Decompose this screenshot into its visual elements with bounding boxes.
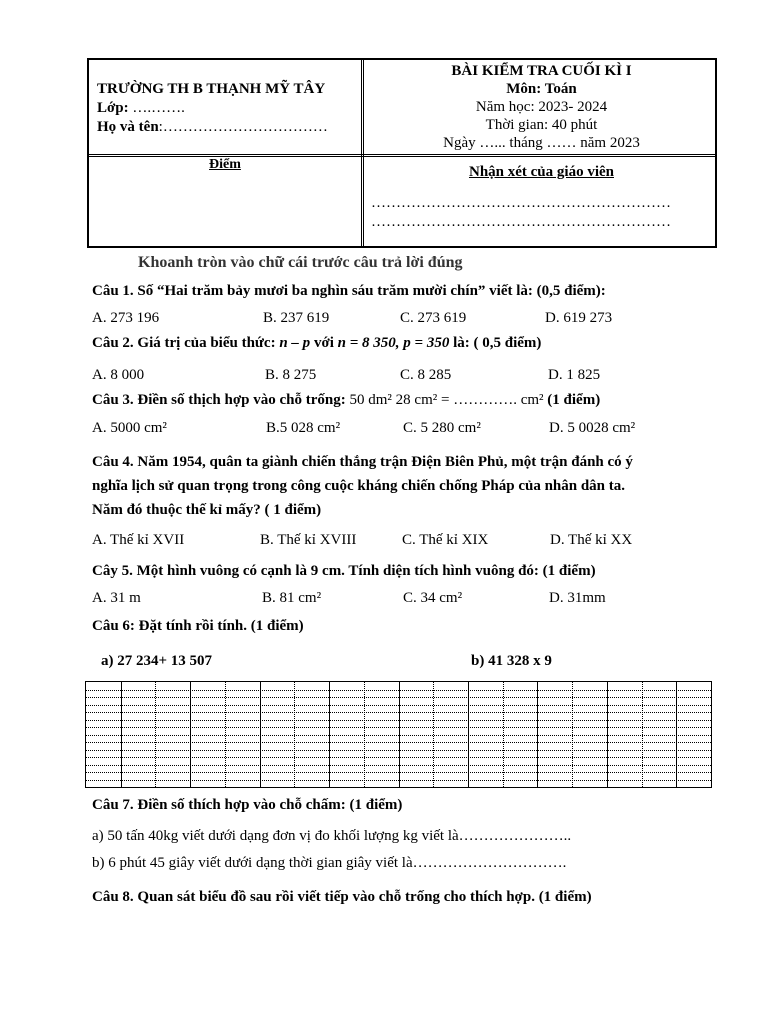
grid-column-line (190, 682, 191, 787)
grid-column-line (155, 682, 156, 787)
grid-column-line (329, 682, 330, 787)
grid-column-line (676, 682, 677, 787)
grid-column-line (260, 682, 261, 787)
class-label: Lớp: (97, 100, 129, 116)
q4-option-d[interactable]: D. Thế kỉ XX (550, 532, 633, 548)
q5-option-b[interactable]: B. 81 cm² (262, 590, 322, 606)
q2-option-d[interactable]: D. 1 825 (548, 367, 601, 383)
subject: Môn: Toán (506, 81, 577, 97)
q3-body: 50 dm² 28 cm² = …………. cm² (349, 392, 548, 408)
q2-expression: n – p (279, 335, 311, 351)
grid-column-line (468, 682, 469, 787)
q6-part-b: b) 41 328 x 9 (471, 653, 552, 669)
grid-column-line (433, 682, 434, 787)
q2-variables: n = 8 350, p = 350 (337, 335, 450, 351)
exam-header-table (87, 58, 717, 248)
grid-column-line (537, 682, 538, 787)
q2-option-a[interactable]: A. 8 000 (92, 367, 145, 383)
q3-prefix: Câu 3. Điền số thịch hợp vào chỗ trống: (92, 392, 350, 408)
q1-option-b[interactable]: B. 237 619 (263, 310, 330, 326)
q4-option-a[interactable]: A. Thế kỉ XVII (92, 532, 185, 548)
grid-column-line (364, 682, 365, 787)
exam-date: Ngày …... tháng …… năm 2023 (443, 135, 640, 151)
q1-option-a[interactable]: A. 273 196 (92, 310, 160, 326)
name-label: Họ và tên (97, 119, 159, 135)
grid-column-line (642, 682, 643, 787)
q5-option-d[interactable]: D. 31mm (549, 590, 606, 606)
school-name: TRƯỜNG TH B THẠNH MỸ TÂY (97, 81, 326, 97)
question-5: Cây 5. Một hình vuông có cạnh là 9 cm. Tính diện tích hình vuông đó: (1 điểm) (92, 563, 596, 579)
q2-option-c[interactable]: C. 8 285 (400, 367, 452, 383)
q6-part-a: a) 27 234+ 13 507 (101, 653, 213, 669)
class-dots: ….……. (132, 100, 185, 116)
class-field (97, 100, 185, 117)
q5-option-c[interactable]: C. 34 cm² (403, 590, 463, 606)
grid-column-line (225, 682, 226, 787)
grid-column-line (503, 682, 504, 787)
q2-mid: với (310, 335, 338, 351)
grid-column-line (572, 682, 573, 787)
q3-option-b[interactable]: B.5 028 cm² (266, 420, 341, 436)
question-8: Câu 8. Quan sát biểu đồ sau rồi viết tiếp vào chỗ trống cho thích hợp. (1 điểm) (92, 889, 592, 905)
comment-line-1: …………………………………………………… (371, 195, 671, 211)
grid-column-line (607, 682, 608, 787)
question-7: Câu 7. Điền số thích hợp vào chỗ chấm: (1 điểm) (92, 797, 403, 813)
question-4-line-1: Câu 4. Năm 1954, quân ta giành chiến thắng trận Điện Biên Phủ, một trận đánh có ý (92, 454, 633, 470)
q4-option-c[interactable]: C. Thế kỉ XIX (402, 532, 489, 548)
question-1: Câu 1. Số “Hai trăm bảy mươi ba nghìn sáu trăm mười chín” viết là: (0,5 điểm): (92, 283, 606, 299)
q2-suffix: là: ( 0,5 điểm) (449, 335, 542, 351)
grid-column-line (399, 682, 400, 787)
question-4-line-3: Năm đó thuộc thế kỉ mấy? ( 1 điểm) (92, 502, 322, 518)
exam-title: BÀI KIỂM TRA CUỐI KÌ I (451, 63, 632, 79)
question-4-line-2: nghĩa lịch sử quan trọng trong công cuộc kháng chiến chống Pháp của nhân dân ta. (92, 478, 626, 494)
q7-part-a: a) 50 tấn 40kg viết dưới dạng đơn vị đo khối lượng kg viết là………………….. (92, 828, 572, 844)
q3-option-c[interactable]: C. 5 280 cm² (403, 420, 481, 436)
question-3 (92, 392, 600, 409)
name-field (97, 119, 328, 136)
instruction: Khoanh tròn vào chữ cái trước câu trả lời đúng (138, 254, 463, 271)
q2-prefix: Câu 2. Giá trị của biểu thức: (92, 335, 280, 351)
q7-part-b: b) 6 phút 45 giây viết dưới dạng thời gian giây viết là…………………………. (92, 855, 567, 871)
calculation-grid[interactable] (85, 681, 712, 788)
comment-line-2: …………………………………………………… (371, 214, 671, 230)
score-label: Điểm (209, 157, 241, 172)
q1-option-c[interactable]: C. 273 619 (400, 310, 467, 326)
grid-column-line (294, 682, 295, 787)
q3-suffix: (1 điểm) (547, 392, 601, 408)
q4-option-b[interactable]: B. Thế kỉ XVIII (260, 532, 357, 548)
school-year: Năm học: 2023- 2024 (475, 99, 608, 115)
question-6: Câu 6: Đặt tính rồi tính. (1 điểm) (92, 618, 304, 634)
q1-option-d[interactable]: D. 619 273 (545, 310, 613, 326)
q2-option-b[interactable]: B. 8 275 (265, 367, 317, 383)
exam-time: Thời gian: 40 phút (485, 117, 598, 133)
question-2 (92, 335, 541, 352)
teacher-comment-label: Nhận xét của giáo viên (468, 164, 614, 180)
grid-column-line (121, 682, 122, 787)
name-dots: :…………………………… (158, 119, 328, 135)
q3-option-a[interactable]: A. 5000 cm² (92, 420, 167, 436)
q5-option-a[interactable]: A. 31 m (92, 590, 141, 606)
q3-option-d[interactable]: D. 5 0028 cm² (549, 420, 636, 436)
